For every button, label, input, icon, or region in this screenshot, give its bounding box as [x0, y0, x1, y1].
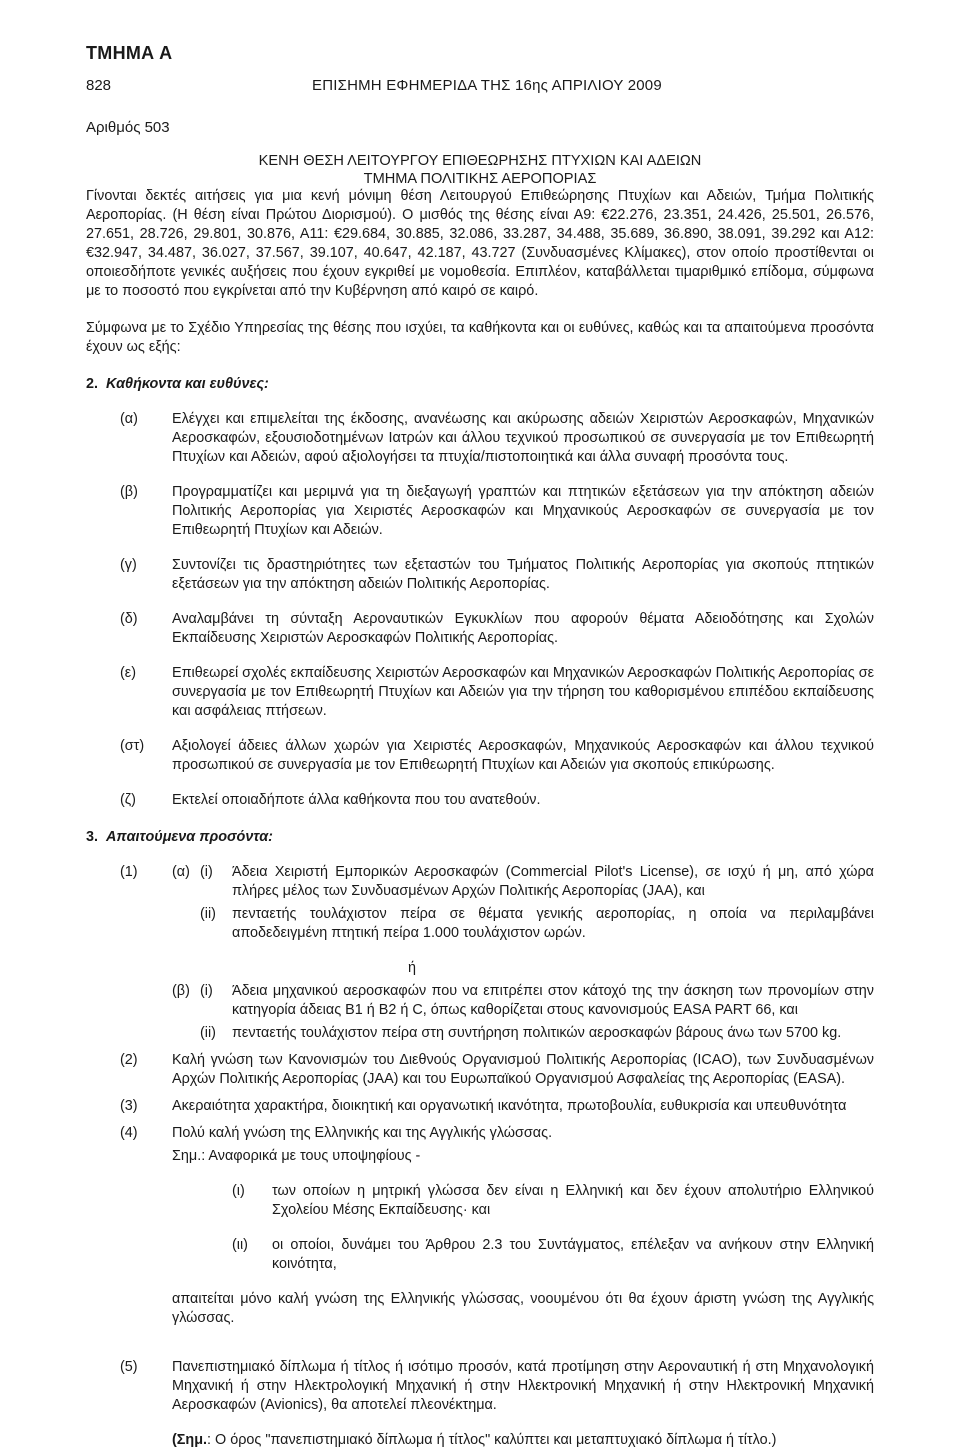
section-label: ΤΜΗΜΑ Α	[86, 43, 173, 63]
gazette-title: ΕΠΙΣΗΜΗ ΕΦΗΜΕΡΙΔΑ ΤΗΣ 16ης ΑΠΡΙΛΙΟΥ 2009	[312, 77, 662, 94]
duties-heading: 2. Καθήκοντα και ευθύνες:	[86, 376, 269, 392]
scheme-paragraph: Σύμφωνα με το Σχέδιο Υπηρεσίας της θέσης που ισχύει, τα καθήκοντα και οι ευθύνες, καθώς και τα απαιτούμενα προσόντα έχουν ως εξής:	[86, 320, 874, 355]
final-note: (Σημ.: Ο όρος "πανεπιστημιακό δίπλωμα ή τίτλος" καλύπτει και μεταπτυχιακό δίπλωμα ή τίτλο.)	[172, 1432, 777, 1448]
title-line-1: ΚΕΝΗ ΘΕΣΗ ΛΕΙΤΟΥΡΓΟΥ ΕΠΙΘΕΩΡΗΣΗΣ ΠΤΥΧΙΩΝ ΚΑΙ ΑΔΕΙΩΝ	[258, 153, 702, 169]
qualification-5: (5) Πανεπιστημιακό δίπλωμα ή τίτλος ή ισότιμο προσόν, κατά προτίμηση στην Αεροναυτική ή στη Μηχανολογική Μηχανική ή στην Ηλεκτρολογική Μηχανική ή στην Ηλεκτρονική Μηχανική ή στην Ηλεκτρονική Μηχανική Αεροσκαφών (Avionics), θα αποτελεί πλεονέκτημα. (Σημ.: Ο όρος "πανεπιστημιακό δίπλωμα ή τίτλος" καλύπτει και μεταπτυχιακό δίπλωμα ή τίτλο.)	[120, 1359, 874, 1448]
duty-item: (στ) Αξιολογεί άδειες άλλων χωρών για Χειριστές Αεροσκαφών, Μηχανικούς Αεροσκαφών και άλλου τεχνικού προσωπικού σε συνεργασία με τον Επιθεωρητή Πτυχίων και Αδειών για σκοπούς επικύρωσης.	[120, 738, 874, 773]
qualification-1: (1) (α) (i) Άδεια Χειριστή Εμπορικών Αεροσκαφών (Commercial Pilot's License), σε ισχύ ή μη, από χώρα πλήρες μέλος των Συνδυασμένων Αρχών Πολιτικής Αεροπορίας (JAA), και (ii) πενταετής τουλάχιστον πείρα σε θέματα γενικής αεροπορίας, η οποία να περιλαμβάνει αποδεδειγμένη πτητική πείρα 1.000 τουλάχιστον ωρών. ή (β) (i) Άδεια μηχανικού αεροσκαφών που να επιτρέπει στον κάτοχό της την άσκηση των προνομίων στην κατηγορία άδειας Β1 ή Β2 ή C, όπως καθορίζεται στους κανονισμούς EASA PART 66, και (ii) πενταετής τουλάχιστον πείρα στη συντήρηση πολιτικών αεροσκαφών βάρους άνω των 5700 kg.	[120, 864, 874, 1041]
intro-salary-text: Γίνονται δεκτές αιτήσεις για μια κενή μόνιμη θέση Λειτουργού Επιθεώρησης Πτυχίων και Αδειών, Τμήμα Πολιτικής Αεροπορίας. (Η θέση είναι Πρώτου Διορισμού). Ο μισθός της θέσης είναι Α9: €22.276, 23.351, 24.426, 25.501, 26.576, 27.651, 28.726, 29.801, 30.876, Α11: €29.684, 30.885, 32.086, 33.287, 34.488, 35.689, 36.890, 38.091, 39.292 και Α12: €32.947, 34.487, 36.027, 37.567, 39.107, 40.647, 42.187, 43.727 (Συνδυασμένες Κλίμακες), στον οποίο προστίθενται οι οποιεσδήποτε γενικές αυξήσεις που έχουν εγκριθεί με νομοθεσία.	[86, 188, 874, 280]
duty-item: (ε) Επιθεωρεί σχολές εκπαίδευσης Χειριστών Αεροσκαφών και Μηχανικών Αεροσκαφών Πολιτικής Αεροπορίας σε συνεργασία με τον Επιθεωρητή Πτυχίων και Αδειών για την τήρηση του καθορισμένου επιπέδου εκπαίδευσης και ασφάλειας πτήσεων.	[120, 665, 874, 719]
qualification-4: (4) Πολύ καλή γνώση της Ελληνικής και της Αγγλικής γλώσσας. Σημ.: Αναφορικά με τους υποψηφίους - (ι) των οποίων η μητρική γλώσσα δεν είναι η Ελληνική και δεν έχουν απολυτήριο Ελληνικού Σχολείου Μέσης Εκπαίδευσης· και (ιι) οι οποίοι, δυνάμει του Άρθρου 2.3 του Συντάγματος, επέλεξαν να ανήκουν στην Ελληνική κοινότητα, απαιτείται μόνο καλή γνώση της Ελληνικής γλώσσας, νοουμένου ότι θα έχουν άριστη γνώση της Αγγλικής γλώσσας.	[120, 1125, 874, 1326]
title-line-2: ΤΜΗΜΑ ΠΟΛΙΤΙΚΗΣ ΑΕΡΟΠΟΡΙΑΣ	[363, 171, 597, 187]
duty-item: (β) Προγραμματίζει και μεριμνά για τη διεξαγωγή γραπτών και πτητικών εξετάσεων για την απόκτηση αδειών Πολιτικής Αεροπορίας για Χειριστές Αεροσκαφών και Μηχανικούς Αεροσκαφών σε συνεργασία με τον Επιθεωρητή Πτυχίων και Αδειών.	[120, 484, 874, 538]
qualification-3: (3) Ακεραιότητα χαρακτήρα, διοικητική και οργανωτική ικανότητα, πρωτοβουλία, ευθυκρισία και υπευθυνότητα	[120, 1098, 847, 1114]
notice-body	[86, 187, 874, 1450]
duty-item: (ζ) Εκτελεί οποιαδήποτε άλλα καθήκοντα που του ανατεθούν.	[120, 792, 541, 808]
duty-item: (γ) Συντονίζει τις δραστηριότητες των εξεταστών του Τμήματος Πολιτικής Αεροπορίας για σκοπούς πτητικών εξετάσεων για την απόκτηση αδειών Πολιτικής Αεροπορίας.	[120, 557, 874, 592]
notice-title	[86, 152, 874, 188]
or-separator: ή	[408, 960, 417, 976]
notice-number: Αριθμός 503	[86, 119, 170, 136]
duty-item: (δ) Αναλαμβάνει τη σύνταξη Αεροναυτικών Εγκυκλίων που αφορούν θέματα Αδειοδότησης και Σχολών Εκπαίδευσης Χειριστών Αεροσκαφών Πολιτικής Αεροπορίας.	[120, 611, 874, 646]
intro-allowance-text: Επιπλέον, καταβάλλεται τιμαριθμικό επίδομα, σύμφωνα με το ποσοστό που εγκρίνεται από την Κυβέρνηση από καιρό σε καιρό.	[86, 264, 874, 299]
intro-paragraph	[86, 187, 874, 301]
qualifications-heading: 3. Απαιτούμενα προσόντα:	[86, 829, 273, 845]
duty-item: (α) Ελέγχει και επιμελείται της έκδοσης, ανανέωσης και ακύρωσης αδειών Χειριστών Αεροσκαφών, Μηχανικών Αεροσκαφών, εξουσιοδοτημένων Ιατρών και άλλου τεχνικού προσωπικού σε συνεργασία με τον Επιθεωρητή Πτυχίων και Αδειών, αφού αξιολογήσει τα πτυχία/πιστοποιητικά και άλλα συναφή προσόντα τους.	[120, 411, 874, 465]
qualification-2: (2) Καλή γνώση των Κανονισμών του Διεθνούς Οργανισμού Πολιτικής Αεροπορίας (ICAO), των Συνδυασμένων Αρχών Πολιτικής Αεροπορίας (JAA) και του Ευρωπαϊκού Οργανισμού Ασφαλείας της Αεροπορίας (EASA).	[120, 1052, 874, 1087]
page-number: 828	[86, 77, 112, 94]
